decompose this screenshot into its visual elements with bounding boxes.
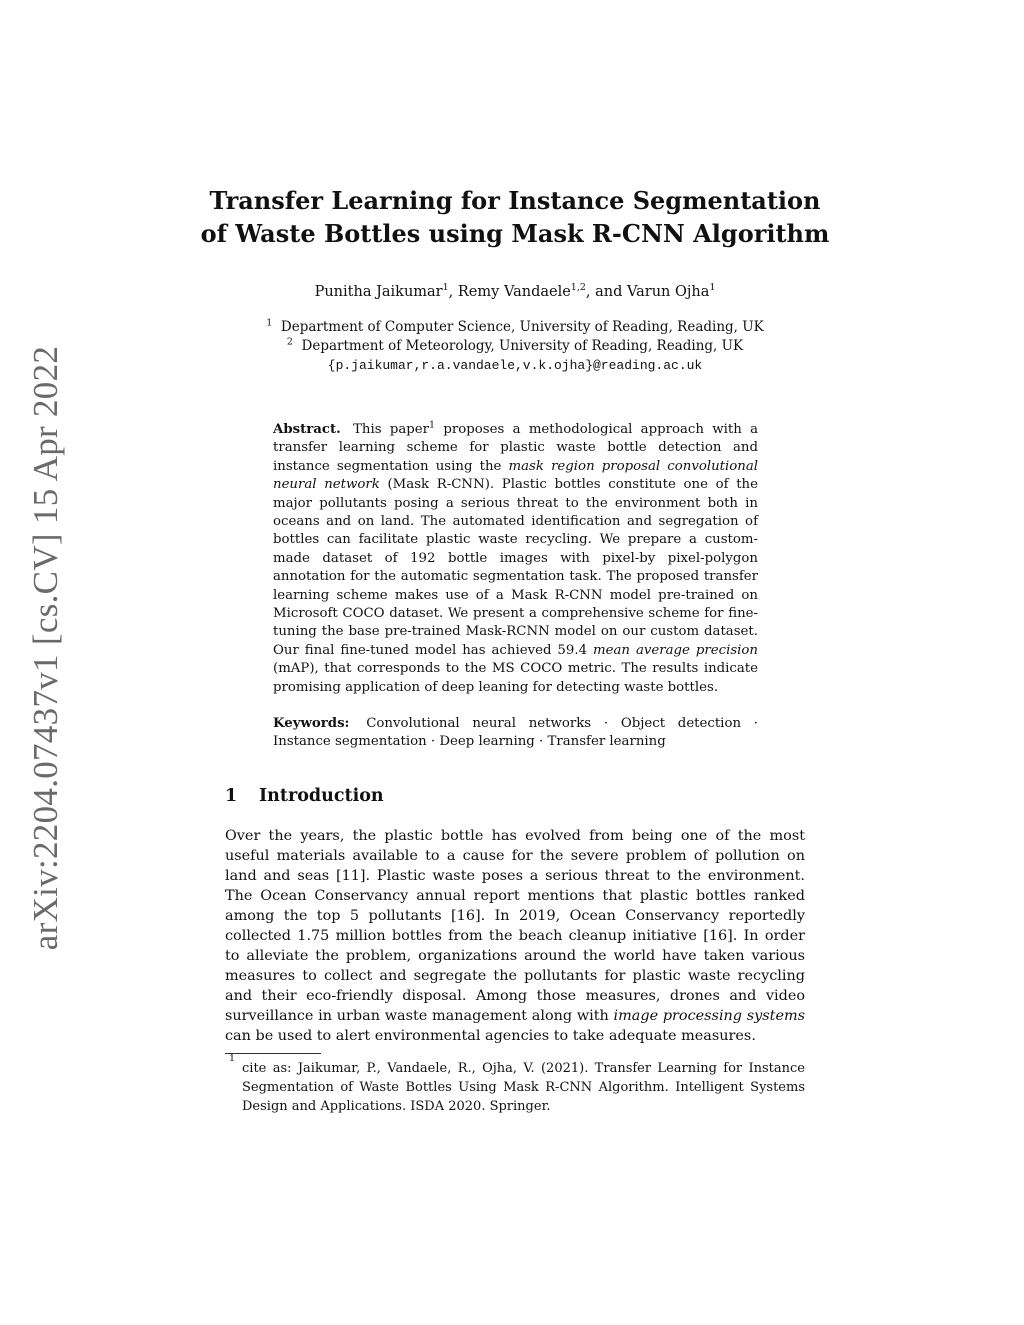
intro-text: Over the years, the plastic bottle has evolved from being one of the most useful materials available to a cause for the severe problem of pollution on land and seas [11]. Plastic waste poses a serious threat to the environment. The Ocean Conservancy annual report mentions that plastic bottles ranked among the top 5 pollutants [16]. In 2019, Ocean Conservancy reportedly collected 1.75 million bottles from the beach cleanup initiative [16]. In order to alleviate the problem, organizations around the world have taken various measures to collect and segregate the pollutants for plastic waste recycling and their eco-friendly disposal. Among those measures, drones and video surveillance in urban waste management along with xyxy=(225,828,805,1024)
abstract-text: proposes a methodological approach with a transfer learning scheme for plastic waste bottle detection and instance segmentation using the xyxy=(273,422,758,474)
abstract xyxy=(273,421,758,697)
author-affiliation-mark: 1 xyxy=(709,282,716,294)
abstract-label: Abstract. xyxy=(273,422,341,437)
affiliations xyxy=(200,318,830,375)
keywords-label: Keywords: xyxy=(273,716,350,731)
section-number: 1 xyxy=(225,786,238,806)
arxiv-identifier: arXiv:2204.07437v1 [cs.CV] 15 Apr 2022 xyxy=(26,345,65,951)
abstract-text: (Mask R-CNN). Plastic bottles constitute one of the major pollutants posing a serious threat to the environment both in oceans and on land. The automated identification and segregation of bottles can facilitate plastic waste recycling. We prepare a custom-made dataset of 192 bottle images with pixel-by pixel-polygon annotation for the automatic segmentation task. The proposed transfer learning scheme makes use of a Mask R-CNN model pre-trained on Microsoft COCO dataset. We present a comprehensive scheme for fine-tuning the base pre-trained Mask-RCNN model on our custom dataset. Our final fine-tuned model has achieved 59.4 xyxy=(273,477,758,658)
section-heading xyxy=(225,786,384,806)
affiliation-text: Department of Meteorology, University of Reading, Reading, UK xyxy=(301,338,744,354)
intro-text: can be used to alert environmental agencies to take adequate measures. xyxy=(225,1028,756,1044)
author-email[interactable]: {p.jaikumar,r.a.vandaele,v.k.ojha}@reading.ac.uk xyxy=(327,358,703,373)
abstract-text: This paper xyxy=(353,422,430,437)
author-separator: , and xyxy=(585,284,627,300)
affiliation-mark: 2 xyxy=(286,336,293,348)
affiliation-text: Department of Computer Science, University of Reading, Reading, UK xyxy=(280,319,764,335)
footnote-text: cite as: Jaikumar, P., Vandaele, R., Ojha, V. (2021). Transfer Learning for Instance Segmentation of Waste Bottles Using Mask R-CNN Algorithm. Intelligent Systems Design and Applications. ISDA 2020. Springer. xyxy=(242,1061,805,1114)
keywords xyxy=(273,715,758,752)
author-name: Remy Vandaele xyxy=(457,284,571,300)
keywords-text: Convolutional neural networks · Object detection · Instance segmentation · Deep learning · Transfer learning xyxy=(273,716,758,750)
author-affiliation-mark: 1 xyxy=(442,282,449,294)
affiliation-line xyxy=(200,337,830,356)
abstract-emphasis: mean average precision xyxy=(593,642,758,658)
paper-title: Transfer Learning for Instance Segmentation of Waste Bottles using Mask R-CNN Algorithm xyxy=(200,186,830,248)
footnote-reference[interactable]: 1 xyxy=(429,419,436,431)
section-title: Introduction xyxy=(259,786,384,806)
author-name: Punitha Jaikumar xyxy=(314,284,443,300)
author-list xyxy=(200,282,830,302)
footnote-rule xyxy=(225,1053,321,1054)
affiliation-mark: 1 xyxy=(266,317,273,329)
author-name: Varun Ojha xyxy=(627,284,710,300)
abstract-text: (mAP), that corresponds to the MS COCO metric. The results indicate promising application of deep leaning for detecting waste bottles. xyxy=(273,661,758,695)
author-affiliation-mark: 1,2 xyxy=(570,282,586,294)
intro-emphasis: image processing systems xyxy=(613,1008,805,1024)
author-separator: , xyxy=(448,284,458,300)
affiliation-line xyxy=(200,318,830,337)
footnote: 1 cite as: Jaikumar, P., Vandaele, R., Ojha, V. (2021). Transfer Learning for Instance Segmentation of Waste Bottles Using Mask R-CNN Algorithm. Intelligent Systems Design and Applications. ISDA 2020. Springer. xyxy=(229,1053,805,1114)
introduction-paragraph xyxy=(225,826,805,1046)
abstract-emphasis: mask region proposal convolutional neural network xyxy=(273,458,758,493)
